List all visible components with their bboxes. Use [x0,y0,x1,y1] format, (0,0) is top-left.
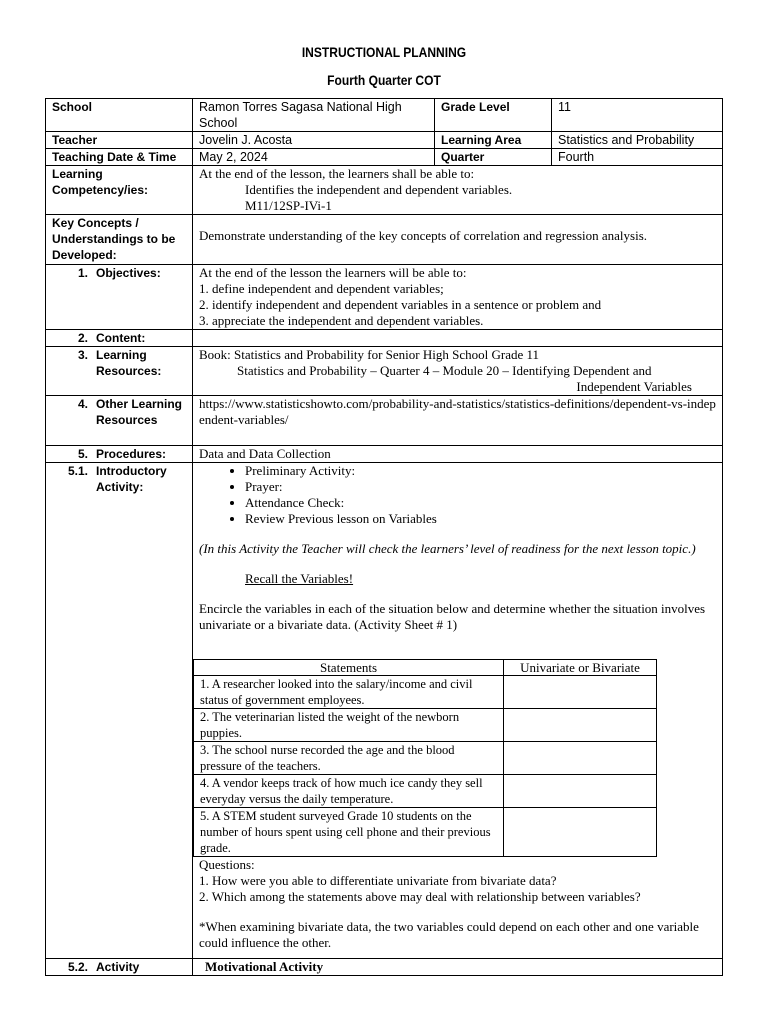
activity-num: 5.2. [67,960,88,974]
answer-cell[interactable] [504,676,657,709]
grade-level-value: 11 [552,99,723,132]
activity-title: Activity [96,960,140,974]
resources-num: 3. [77,348,88,362]
recall-heading: Recall the Variables! [245,571,354,586]
introductory-title: Introductory Activity: [96,464,167,494]
activity-instruction: Encircle the variables in each of the situation below and determine whether the situation involves univariate or a bivariate data. (Activity Sheet # 1) [199,601,706,632]
procedures-title: Procedures: [96,447,167,461]
other-resources-num: 4. [77,397,88,411]
other-resources-label [46,396,193,446]
activity-label [46,959,193,976]
objectives-label [46,265,193,330]
objective-item: 1. define independent and dependent variables; [199,281,444,296]
bullet-item: • Prayer: [245,479,716,495]
procedures-num: 5. [77,447,88,461]
learning-area-label: Learning Area [435,132,552,149]
teaching-date-label: Teaching Date & Time [46,149,193,166]
objective-item: 3. appreciate the independent and dependent variables. [199,313,484,328]
statement-cell: 2. The veterinarian listed the weight of the newborn puppies. [194,709,504,742]
bivariate-footnote: *When examining bivariate data, the two variables could depend on each other and one variable could influence the other. [199,919,699,950]
introductory-num: 5.1. [67,464,88,478]
planning-table [45,98,723,976]
bullet-item: • Review Previous lesson on Variables [245,511,716,527]
question-item: 2. Which among the statements above may deal with relationship between variables? [199,889,641,904]
statements-header: Statements [194,660,504,676]
answer-cell[interactable] [504,808,657,857]
school-label: School [46,99,193,132]
bullet-item: • Attendance Check: [245,495,716,511]
bullet-item: • Preliminary Activity: [245,463,716,479]
activity-text: Motivational Activity [193,959,723,976]
resources-line-2: Statistics and Probability – Quarter 4 – Module 20 – Identifying Dependent and [237,363,652,378]
learning-area-value: Statistics and Probability [552,132,723,149]
procedures-text: Data and Data Collection [193,446,723,463]
introductory-label [46,463,193,959]
readiness-note: (In this Activity the Teacher will check the learners’ level of readiness for the next lesson topic.) [199,541,696,556]
content-title: Content: [96,331,146,345]
content-label [46,330,193,347]
content-num: 2. [77,331,88,345]
document-subtitle: Fourth Quarter COT [327,72,441,88]
statements-table [193,659,657,857]
objectives-num: 1. [77,266,88,280]
resources-label [46,347,193,396]
competency-code: M11/12SP-IVi-1 [245,198,332,213]
procedures-label [46,446,193,463]
competency-line-1: Identifies the independent and dependent variables. [245,182,513,197]
competency-content [193,166,723,215]
content-value [193,330,723,347]
other-resources-link[interactable]: https://www.statisticshowto.com/probability-and-statistics/statistics-definitions/dependent-vs-independent-variables/ [193,396,723,446]
key-concepts-label: Key Concepts / Understandings to be Developed: [46,215,193,265]
quarter-value: Fourth [552,149,723,166]
questions-label: Questions: [199,857,255,872]
quarter-label: Quarter [435,149,552,166]
competency-intro: At the end of the lesson, the learners shall be able to: [199,166,475,181]
classification-header: Univariate or Bivariate [504,660,657,676]
answer-cell[interactable] [504,742,657,775]
statement-cell: 5. A STEM student surveyed Grade 10 students on the number of hours spent using cell phone and their previous grade. [194,808,504,857]
objectives-intro: At the end of the lesson the learners will be able to: [199,265,467,280]
statement-cell: 3. The school nurse recorded the age and the blood pressure of the teachers. [194,742,504,775]
teaching-date-value: May 2, 2024 [193,149,435,166]
resources-title: Learning Resources: [96,348,162,378]
teacher-label: Teacher [46,132,193,149]
objectives-content [193,265,723,330]
question-item: 1. How were you able to differentiate univariate from bivariate data? [199,873,557,888]
other-resources-title: Other Learning Resources [96,397,183,427]
school-value: Ramon Torres Sagasa National High School [193,99,435,132]
preliminary-list [199,463,716,527]
answer-cell[interactable] [504,709,657,742]
objectives-title: Objectives: [96,266,161,280]
competency-label: Learning Competency/ies: [46,166,193,215]
document-title: INSTRUCTIONAL PLANNING [301,44,467,60]
statement-cell: 4. A vendor keeps track of how much ice candy they sell everyday versus the daily temperature. [194,775,504,808]
introductory-content [193,463,723,959]
statement-cell: 1. A researcher looked into the salary/income and civil status of government employees. [194,676,504,709]
resources-line-3: Independent Variables [576,379,692,394]
resources-line-1: Book: Statistics and Probability for Senior High School Grade 11 [199,347,540,362]
objective-item: 2. identify independent and dependent variables in a sentence or problem and [199,297,602,312]
resources-content [193,347,723,396]
key-concepts-text: Demonstrate understanding of the key concepts of correlation and regression analysis. [193,215,723,265]
answer-cell[interactable] [504,775,657,808]
teacher-value: Jovelin J. Acosta [193,132,435,149]
grade-level-label: Grade Level [435,99,552,132]
